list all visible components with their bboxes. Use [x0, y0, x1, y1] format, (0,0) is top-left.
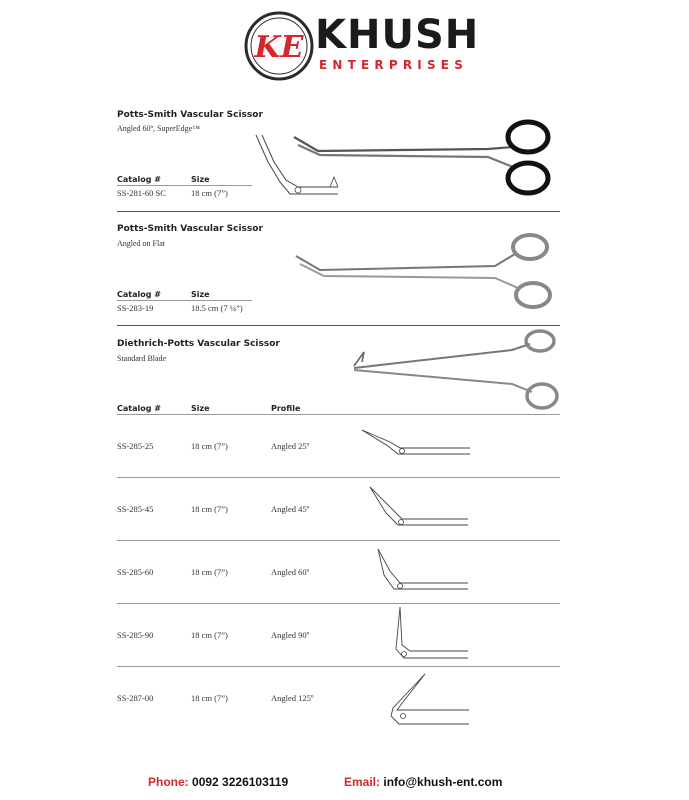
footer-email: [344, 775, 502, 789]
scissor-silver-icon: [352, 328, 562, 413]
catalog-number: SS-281-60 SC: [117, 188, 166, 198]
row-divider: [117, 540, 560, 541]
blade-profile-125-icon: [383, 672, 493, 732]
logo-badge-icon: [243, 10, 315, 82]
catalog-number: SS-287-00: [117, 693, 154, 703]
row-divider: [117, 603, 560, 604]
email-label: Email:: [344, 775, 381, 789]
product-title: Potts-Smith Vascular Scissor: [117, 110, 263, 120]
logo-mark: KE: [254, 30, 304, 65]
row-divider: [117, 477, 560, 478]
size-value: 18 cm (7”): [191, 693, 228, 703]
profile-value: Angled 125º: [271, 693, 314, 703]
section-divider: [117, 211, 560, 212]
size-header: Size: [191, 404, 210, 413]
header-divider: [117, 185, 252, 186]
catalog-number: SS-285-25: [117, 441, 154, 451]
profile-value: Angled 60º: [271, 567, 310, 577]
scissor-silver-icon: [290, 228, 560, 318]
size-value: 18.5 cm (7 ¼”): [191, 303, 243, 313]
size-value: 18 cm (7”): [191, 441, 228, 451]
product-title: Potts-Smith Vascular Scissor: [117, 224, 263, 234]
catalog-number: SS-283-19: [117, 303, 154, 313]
profile-value: Angled 25º: [271, 441, 310, 451]
blade-profile-45-icon: [368, 485, 488, 535]
profile-value: Angled 45º: [271, 504, 310, 514]
product-title: Diethrich-Potts Vascular Scissor: [117, 339, 280, 349]
brand-name: KHUSH: [315, 12, 480, 58]
header-divider: [117, 414, 560, 415]
size-value: 18 cm (7”): [191, 630, 228, 640]
size-header: Size: [191, 290, 210, 299]
footer-phone: [148, 775, 288, 789]
product-subtitle: Angled 60º, SuperEdge™: [117, 124, 200, 133]
catalog-number: SS-285-60: [117, 567, 154, 577]
size-header: Size: [191, 175, 210, 184]
profile-header: Profile: [271, 404, 301, 413]
catalog-header: Catalog #: [117, 175, 161, 184]
phone-label: Phone:: [148, 775, 189, 789]
email-address[interactable]: info@khush-ent.com: [383, 775, 503, 789]
catalog-header: Catalog #: [117, 290, 161, 299]
size-value: 18 cm (7”): [191, 504, 228, 514]
blade-profile-60-icon: [376, 547, 496, 597]
size-value: 18 cm (7”): [191, 188, 228, 198]
section-divider: [117, 325, 560, 326]
catalog-number: SS-285-45: [117, 504, 154, 514]
row-divider: [117, 666, 560, 667]
profile-value: Angled 90º: [271, 630, 310, 640]
catalog-header: Catalog #: [117, 404, 161, 413]
phone-number[interactable]: 0092 3226103119: [192, 775, 289, 789]
blade-profile-90-icon: [386, 605, 486, 665]
brand-tagline: ENTERPRISES: [319, 58, 469, 72]
size-value: 18 cm (7”): [191, 567, 228, 577]
product-subtitle: Angled on Flat: [117, 239, 165, 248]
catalog-number: SS-285-90: [117, 630, 154, 640]
scissor-black-handles-icon: [288, 115, 558, 205]
header-divider: [117, 300, 252, 301]
blade-profile-25-icon: [360, 428, 480, 468]
product-subtitle: Standard Blade: [117, 354, 167, 363]
